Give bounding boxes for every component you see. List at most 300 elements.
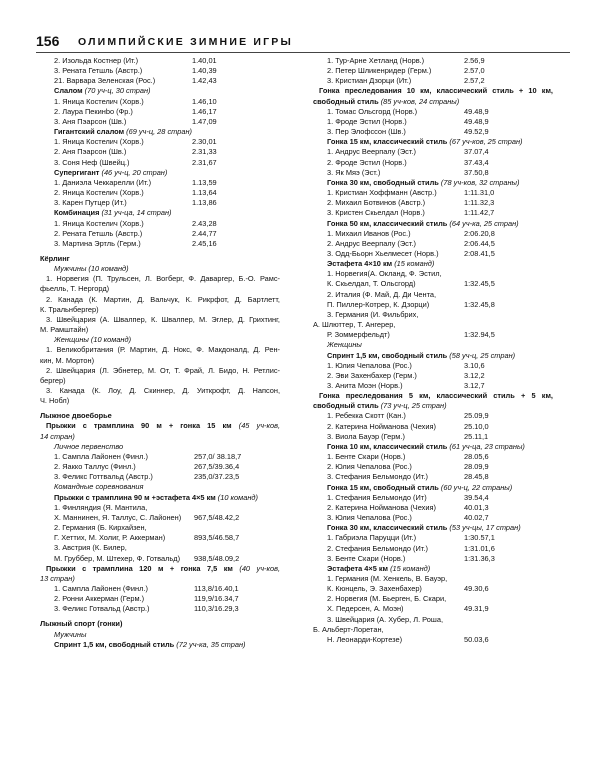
- paragraph-line: [40, 315, 286, 325]
- line-text: 1. Даниэла Чеккарелли (Ит.): [54, 177, 152, 187]
- result-entry: [40, 137, 286, 147]
- result-entry-continued: [313, 604, 559, 614]
- result-value: 1.46,10: [192, 96, 217, 106]
- result-entry: [313, 462, 559, 472]
- result-entry: [313, 208, 559, 218]
- result-entry: [313, 361, 559, 371]
- paragraph-line: [40, 345, 286, 355]
- running-title: ОЛИМПИЙСКИЕ ЗИМНИЕ ИГРЫ: [78, 36, 293, 48]
- subsection-heading: [313, 340, 559, 350]
- line-text: 1. Яница Костелич (Хорв.): [54, 218, 144, 228]
- result-value: 1:32.45,8: [464, 299, 495, 309]
- result-entry-continued: [313, 635, 559, 645]
- line-text: 2. Норвегия (М. Бьерген, Б. Скари,: [327, 594, 447, 604]
- heading-note: (31 уч-ца, 14 стран): [99, 208, 172, 218]
- result-entry: [313, 452, 559, 462]
- result-value: 257,0/ 38.18,7: [194, 451, 242, 461]
- line-text: 2. Лаура Пекинbо (Фр.): [54, 106, 133, 116]
- line-text: Ч. Нобл): [40, 396, 70, 406]
- line-text: 1. Ребекка Скотт (Кан.): [327, 411, 406, 421]
- result-entry: [40, 462, 286, 472]
- result-entry: [40, 543, 286, 553]
- line-text: 3. Феликс Готтвальд (Австр.): [54, 472, 153, 482]
- paragraph-line-continued: [313, 625, 559, 635]
- line-text: 1. Бенте Скари (Норв.): [327, 452, 406, 462]
- result-entry: [40, 594, 286, 604]
- result-value: 893,5/46.58,7: [194, 533, 240, 543]
- result-entry: [40, 604, 286, 614]
- line-text: 1. Яница Костелич (Хорв.): [54, 96, 144, 106]
- result-value: 49.52,9: [464, 127, 489, 137]
- line-text: бергер): [40, 375, 66, 385]
- result-entry: [313, 66, 559, 76]
- sport-heading: [40, 619, 286, 629]
- result-value: 28.45,8: [464, 472, 489, 482]
- heading-note: (73 уч-ц, 25 стран): [378, 401, 447, 411]
- line-text: Супергигант: [54, 167, 100, 177]
- paragraph-line-continued: [40, 284, 286, 294]
- result-value: 28.09,9: [464, 462, 489, 472]
- result-entry: [313, 56, 559, 66]
- result-entry-continued: [40, 513, 286, 523]
- line-text: Гонка 10 км, классический стиль: [327, 441, 448, 451]
- paragraph-line: [40, 421, 286, 431]
- line-text: Гонка 15 км, свободный стиль: [327, 482, 439, 492]
- line-text: Г. Хеттих, М. Холиг, Р. Аккерман): [54, 533, 166, 543]
- result-entry: [313, 411, 559, 421]
- result-entry: [313, 249, 559, 259]
- result-entry: [313, 168, 559, 178]
- line-text: кин, М. Мортон): [40, 355, 95, 365]
- result-entry: [313, 269, 559, 279]
- line-text: Лыжный спорт (гонки): [40, 619, 123, 629]
- line-text: 3. Бенте Скари (Норв.): [327, 553, 406, 563]
- line-text: 2. Андрус Веерпалу (Эст.): [327, 238, 416, 248]
- result-value: 37.07,4: [464, 147, 489, 157]
- result-entry: [313, 158, 559, 168]
- line-text: 13 стран): [40, 573, 75, 583]
- event-heading: [313, 564, 559, 574]
- page-number: 156: [36, 33, 60, 49]
- line-text: Гонка 15 км, классический стиль: [327, 137, 448, 147]
- line-text: Гонка преследования 5 км, классический стиль + 5 км,: [319, 391, 553, 401]
- line-text: Эстафета 4×10 км: [327, 259, 393, 269]
- sport-heading: [40, 254, 286, 264]
- result-entry: [40, 66, 286, 76]
- result-entry: [313, 615, 559, 625]
- result-value: 49.30,6: [464, 584, 489, 594]
- result-entry: [313, 188, 559, 198]
- paragraph-line-continued: [40, 574, 286, 584]
- event-heading: [313, 259, 559, 269]
- result-value: 2:08.41,5: [464, 248, 495, 258]
- line-text: 3. Як Мяэ (Эст.): [327, 167, 381, 177]
- result-value: 49.48,9: [464, 116, 489, 126]
- line-text: 3. Канада (К. Лоу, Д. Скиннер, Д. Уиткрофт, Д. Напсон,: [46, 386, 280, 395]
- line-text: 1. Стефания Бельмондо (Ит): [327, 492, 427, 502]
- line-text: 2. Канада (К. Мартин, Д. Вальчук, К. Рикрфот, Д. Бартлетт,: [46, 294, 280, 304]
- result-entry: [40, 452, 286, 462]
- paragraph-line-continued: [40, 376, 286, 386]
- result-value: 2.43,28: [192, 218, 217, 228]
- sport-heading: [40, 411, 286, 421]
- line-text: Гигантский слалом: [54, 127, 125, 137]
- result-entry: [313, 290, 559, 300]
- line-text: Мужчины: [54, 629, 87, 639]
- line-text: 1. Яница Костелич (Хорв.): [54, 137, 144, 147]
- result-value: 28.05,6: [464, 452, 489, 462]
- line-text: 3. Анита Моэн (Норв.): [327, 381, 403, 390]
- paragraph-line-continued: [40, 432, 286, 442]
- result-value: 40.02,7: [464, 513, 489, 523]
- line-text: К. Кюнцель, Э. Захенбахер): [327, 584, 422, 594]
- heading-note: (58 уч-ц, 25 стран): [447, 350, 516, 360]
- result-value: 1.13,64: [192, 188, 217, 198]
- line-text: 3. Аня Пэарсон (Шв.): [54, 116, 127, 126]
- result-entry: [313, 422, 559, 432]
- result-value: 1:11.31,0: [464, 188, 495, 198]
- line-text: 3. Кристиан Дзорци (Ит.): [327, 76, 412, 86]
- line-text: 2. Фроде Эстил (Норв.): [327, 157, 407, 167]
- line-text: 1. Сампла Лайонен (Финл.): [54, 583, 148, 593]
- result-value: 2.57,0: [464, 66, 485, 76]
- heading-note: (40 уч-ков,: [232, 563, 281, 573]
- heading-note: (45 уч-ков,: [231, 421, 281, 431]
- paragraph-line-continued: [313, 320, 559, 330]
- line-text: Н. Леонарди-Кортезе): [327, 634, 403, 644]
- result-entry-continued: [40, 533, 286, 543]
- event-heading: [313, 523, 559, 533]
- line-text: К. Скьелдал, Т. Ольсгорд): [327, 279, 416, 289]
- line-text: 3. Карен Путцер (Ит.): [54, 198, 127, 208]
- paragraph-line-continued: [40, 396, 286, 406]
- line-text: Женщины (10 команд): [54, 335, 132, 345]
- line-text: Х. Педерсен, А. Моэн): [327, 604, 404, 614]
- line-text: 14 стран): [40, 431, 75, 441]
- line-text: 2. Аня Пэарсон (Шв.): [54, 147, 127, 157]
- result-entry: [313, 432, 559, 442]
- line-text: 1. Габриэла Паруцци (Ит.): [327, 533, 417, 543]
- subsection-heading: [40, 264, 286, 274]
- line-text: Х. Маннинен, Я. Таллус, С. Лайонен): [54, 512, 182, 522]
- subsection-heading: [40, 442, 286, 452]
- result-entry: [313, 533, 559, 543]
- paragraph-line: [40, 274, 286, 284]
- line-text: Слалом: [54, 86, 83, 96]
- result-entry-continued: [313, 330, 559, 340]
- line-text: 2. Изольда Костнер (Ит.): [54, 56, 139, 65]
- result-value: 1:11.42,7: [464, 208, 495, 218]
- result-entry: [40, 107, 286, 117]
- subsection-heading: [40, 482, 286, 492]
- line-text: 2. Петер Шликенридер (Герм.): [327, 66, 432, 76]
- paragraph-line: [40, 366, 286, 376]
- line-text: А. Шлюттер, Т. Ангерер,: [313, 320, 396, 330]
- line-text: П. Пиллер-Котрер, К. Дзорци): [327, 299, 430, 309]
- result-value: 25.10,0: [464, 421, 489, 431]
- result-entry: [313, 239, 559, 249]
- result-entry: [313, 117, 559, 127]
- result-value: 1:11.32,3: [464, 198, 495, 208]
- result-entry: [313, 574, 559, 584]
- line-text: 3. Виола Бауэр (Герм.): [327, 431, 405, 441]
- result-value: 49.48,9: [464, 106, 489, 116]
- paragraph-line-continued: [40, 356, 286, 366]
- result-entry: [40, 56, 286, 66]
- result-value: 25.09,9: [464, 411, 489, 421]
- result-entry-continued: [313, 300, 559, 310]
- result-value: 1:31.01,6: [464, 543, 495, 553]
- event-heading: [313, 178, 559, 188]
- result-value: 1.46,17: [192, 106, 217, 116]
- heading-note: (53 уч-цы, 17 стран): [447, 523, 521, 533]
- result-value: 37.43,4: [464, 157, 489, 167]
- line-text: Гонка преследования 10 км, классический стиль + 10 км,: [319, 86, 553, 96]
- line-text: 1. Тур-Арне Хетланд (Норв.): [327, 56, 425, 65]
- heading-note: (78 уч-ков, 32 страны): [438, 177, 520, 187]
- line-text: 2. Юлия Чепалова (Рос.): [327, 462, 412, 472]
- paragraph-line: [313, 86, 559, 96]
- result-entry: [40, 97, 286, 107]
- line-text: М. Рамштайн): [40, 325, 89, 335]
- result-entry: [313, 381, 559, 391]
- line-text: 3. Швейцария (А. Швалпер, К. Швалпер, М. Эглер, Д. Грихтинг,: [46, 314, 280, 324]
- line-text: 3. Рената Гетшль (Австр.): [54, 66, 143, 76]
- result-value: 113,8/16.40,1: [194, 583, 239, 593]
- result-entry: [313, 310, 559, 320]
- line-text: 1. Великобритания (Р. Мартин, Д. Нокс, Ф. Макдоналд, Д. Рен-: [46, 345, 280, 355]
- line-text: М. Груббер, М. Штехер, Ф. Готвальд): [54, 553, 181, 563]
- result-entry: [313, 493, 559, 503]
- result-value: 967,5/48.42,2: [194, 512, 240, 522]
- result-value: 119,9/16.34,7: [194, 594, 239, 604]
- result-entry: [313, 554, 559, 564]
- result-entry: [40, 147, 286, 157]
- line-text: Гонка 50 км, классический стиль: [327, 218, 448, 228]
- line-text: 3. Пер Элофссон (Шв.): [327, 127, 406, 137]
- result-entry: [40, 523, 286, 533]
- result-entry: [313, 76, 559, 86]
- result-value: 3.10,6: [464, 360, 485, 370]
- line-text: 2. Германия (Б. Кирхайзен,: [54, 523, 147, 533]
- result-value: 1.13,86: [192, 198, 217, 208]
- line-text: Женщины: [327, 340, 362, 350]
- line-text: Лыжное двоеборье: [40, 411, 112, 421]
- event-heading: [40, 127, 286, 137]
- line-text: 3. Мартина Эртль (Герм.): [54, 238, 141, 248]
- result-value: 1.13,59: [192, 177, 217, 187]
- line-text: 2. Эви Захенбахер (Герм.): [327, 370, 417, 380]
- result-value: 938,5/48.09,2: [194, 553, 240, 563]
- page-header: [36, 33, 570, 53]
- heading-note: (72 уч-ка, 35 стран): [174, 639, 246, 649]
- line-text: 1. Юлия Чепалова (Рос.): [327, 360, 412, 370]
- line-text: 3. Кристен Скьелдал (Норв.): [327, 208, 425, 218]
- result-value: 1:31.36,3: [464, 553, 495, 563]
- result-entry: [40, 117, 286, 127]
- paragraph-line-continued: [313, 97, 559, 107]
- result-value: 39.54,4: [464, 492, 489, 502]
- result-entry: [40, 198, 286, 208]
- heading-note: (67 уч-ков, 25 стран): [447, 137, 523, 147]
- line-text: 1. Томас Ольсгорд (Норв.): [327, 106, 418, 116]
- result-entry-continued: [40, 554, 286, 564]
- line-text: 1. Фроде Эстил (Норв.): [327, 116, 407, 126]
- line-text: Личное первенство: [54, 441, 124, 451]
- paragraph-line: [40, 295, 286, 305]
- line-text: Спринт 1,5 км, свободный стиль: [54, 639, 175, 649]
- line-text: 3. Стефания Бельмондо (Ит.): [327, 472, 428, 482]
- line-text: 3. Одд-Бьорн Хьелмесет (Норв.): [327, 248, 439, 258]
- result-entry: [313, 503, 559, 513]
- event-heading: [313, 483, 559, 493]
- line-text: Мужчины (10 команд): [54, 264, 129, 274]
- line-text: 1. Германия (М. Хенкель, В. Бауэр,: [327, 573, 448, 583]
- subsection-heading: [40, 335, 286, 345]
- result-value: 1.40,01: [192, 56, 217, 65]
- result-entry: [40, 219, 286, 229]
- line-text: 1. Финляндия (Я. Мантила,: [54, 502, 148, 512]
- result-value: 37.50,8: [464, 167, 489, 177]
- result-entry: [313, 198, 559, 208]
- heading-note: (15 команд): [392, 259, 435, 269]
- result-value: 2.44,77: [192, 228, 217, 238]
- event-heading: [313, 219, 559, 229]
- line-text: Р. Зоммерфельдт): [327, 330, 390, 340]
- line-text: Прыжки с трамплина 90 м +эстафета 4×5 км: [54, 492, 216, 502]
- line-text: 2. Стефания Бельмондо (Ит.): [327, 543, 428, 553]
- line-text: свободный стиль: [313, 96, 379, 106]
- result-value: 1:30.57,1: [464, 533, 495, 543]
- result-value: 3.12,7: [464, 381, 485, 390]
- line-text: 1. Михаил Иванов (Рос.): [327, 228, 411, 238]
- paragraph-line: [40, 386, 286, 396]
- result-entry: [313, 107, 559, 117]
- line-text: 2. Швейцария (Л. Эбнетер, М. От, Т. Фрай, Л. Бидо, Н. Ретлис-: [46, 365, 280, 375]
- line-text: Командные соревнования: [54, 482, 144, 492]
- result-entry: [313, 147, 559, 157]
- result-value: 2.45,16: [192, 238, 217, 248]
- line-text: 2. Италия (Ф. Май, Д. Ди Чента,: [327, 289, 437, 299]
- result-entry: [313, 229, 559, 239]
- line-text: 3. Соня Неф (Швейц.): [54, 157, 130, 167]
- line-text: 2. Яница Костелич (Хорв.): [54, 188, 144, 198]
- event-heading: [40, 640, 286, 650]
- line-text: Кёрлинг: [40, 253, 70, 263]
- result-value: 235,0/37.23,5: [194, 472, 240, 482]
- result-value: 1.42,43: [192, 76, 217, 86]
- line-text: 1. Кристиан Хоффманн (Австр.): [327, 188, 437, 198]
- result-value: 1.40,39: [192, 66, 217, 76]
- line-text: Спринт 1,5 км, свободный стиль: [327, 350, 448, 360]
- line-text: 1. Андрус Веерпалу (Эст.): [327, 147, 416, 157]
- line-text: 3. Юлия Чепалова (Рос.): [327, 513, 412, 523]
- line-text: 2. Яакко Таллус (Финл.): [54, 462, 136, 472]
- result-value: 2:06.20,8: [464, 228, 495, 238]
- heading-note: (64 уч-ка, 25 стран): [447, 218, 519, 228]
- result-entry: [40, 178, 286, 188]
- line-text: 1. Норвегия (П. Трульсен, Л. Вогберг, Ф. Даваргер, Б.-О. Рамс-: [46, 274, 280, 284]
- result-value: 110,3/16.29,3: [194, 604, 239, 614]
- result-value: 2.30,01: [192, 137, 217, 147]
- event-heading: [40, 208, 286, 218]
- line-text: 3. Феликс Готвальд (Австр.): [54, 604, 150, 614]
- result-entry: [313, 371, 559, 381]
- result-entry: [40, 584, 286, 594]
- result-value: 25.11,1: [464, 431, 489, 441]
- result-entry-continued: [313, 279, 559, 289]
- result-entry: [40, 158, 286, 168]
- result-value: 2.57,2: [464, 76, 485, 86]
- line-text: 2. Катерина Нойманова (Чехия): [327, 421, 436, 431]
- result-value: 2.56,9: [464, 56, 485, 65]
- result-entry: [313, 544, 559, 554]
- result-value: 49.31,9: [464, 604, 489, 614]
- heading-note: (85 уч-ков, 24 страны): [378, 96, 460, 106]
- line-text: 21. Варвара Зеленская (Рос.): [54, 76, 156, 86]
- subsection-heading: [40, 630, 286, 640]
- heading-note: (60 уч-ц, 22 страны): [438, 482, 513, 492]
- result-value: 40.01,3: [464, 502, 489, 512]
- event-heading: [40, 86, 286, 96]
- line-text: 1. Норвегия(А. Окланд, Ф. Эстил,: [327, 269, 442, 279]
- result-entry: [313, 513, 559, 523]
- result-entry: [40, 472, 286, 482]
- line-text: 2. Катерина Нойманова (Чехия): [327, 502, 436, 512]
- line-text: 2. Ронни Аккерман (Герм.): [54, 594, 145, 604]
- line-text: Прыжки с трамплина 120 м + гонка 7,5 км: [46, 563, 233, 573]
- line-text: 2. Михаил Ботвинов (Австр.): [327, 198, 426, 208]
- result-entry: [313, 127, 559, 137]
- event-heading: [313, 351, 559, 361]
- line-text: Б. Альберт-Лоретан,: [313, 624, 384, 634]
- paragraph-line-continued: [40, 325, 286, 335]
- result-entry: [313, 472, 559, 482]
- result-value: 1.47,09: [192, 116, 217, 126]
- line-text: свободный стиль: [313, 401, 379, 411]
- result-entry: [40, 239, 286, 249]
- paragraph-line: [40, 564, 286, 574]
- paragraph-line-continued: [313, 401, 559, 411]
- result-entry-continued: [313, 584, 559, 594]
- result-value: 2.31,33: [192, 147, 217, 157]
- result-entry: [40, 188, 286, 198]
- event-heading: [40, 493, 286, 503]
- result-entry: [40, 503, 286, 513]
- line-text: Комбинация: [54, 208, 100, 218]
- line-text: 3. Германия (И. Фильбрих,: [327, 309, 419, 319]
- event-heading: [313, 137, 559, 147]
- heading-note: (69 уч-ц, 28 стран): [124, 127, 192, 137]
- result-value: 2.31,67: [192, 157, 217, 167]
- line-text: Эстафета 4×5 км: [327, 563, 389, 573]
- result-value: 2:06.44,5: [464, 238, 495, 248]
- result-value: 1:32.45,5: [464, 279, 495, 289]
- line-text: 2. Рената Гетшль (Австр.): [54, 228, 143, 238]
- result-value: 50.03,6: [464, 634, 489, 644]
- paragraph-line: [313, 391, 559, 401]
- result-entry: [40, 229, 286, 239]
- line-text: К. Тральнбергер): [40, 304, 99, 314]
- result-value: 3.12,2: [464, 370, 485, 380]
- result-entry: [40, 76, 286, 86]
- line-text: 1. Сампла Лайонен (Финл.): [54, 451, 148, 461]
- event-heading: [313, 442, 559, 452]
- right-column: [313, 56, 559, 645]
- result-entry: [313, 594, 559, 604]
- result-value: 1:32.94,5: [464, 330, 495, 340]
- line-text: фьелль, Т. Нергорд): [40, 284, 110, 294]
